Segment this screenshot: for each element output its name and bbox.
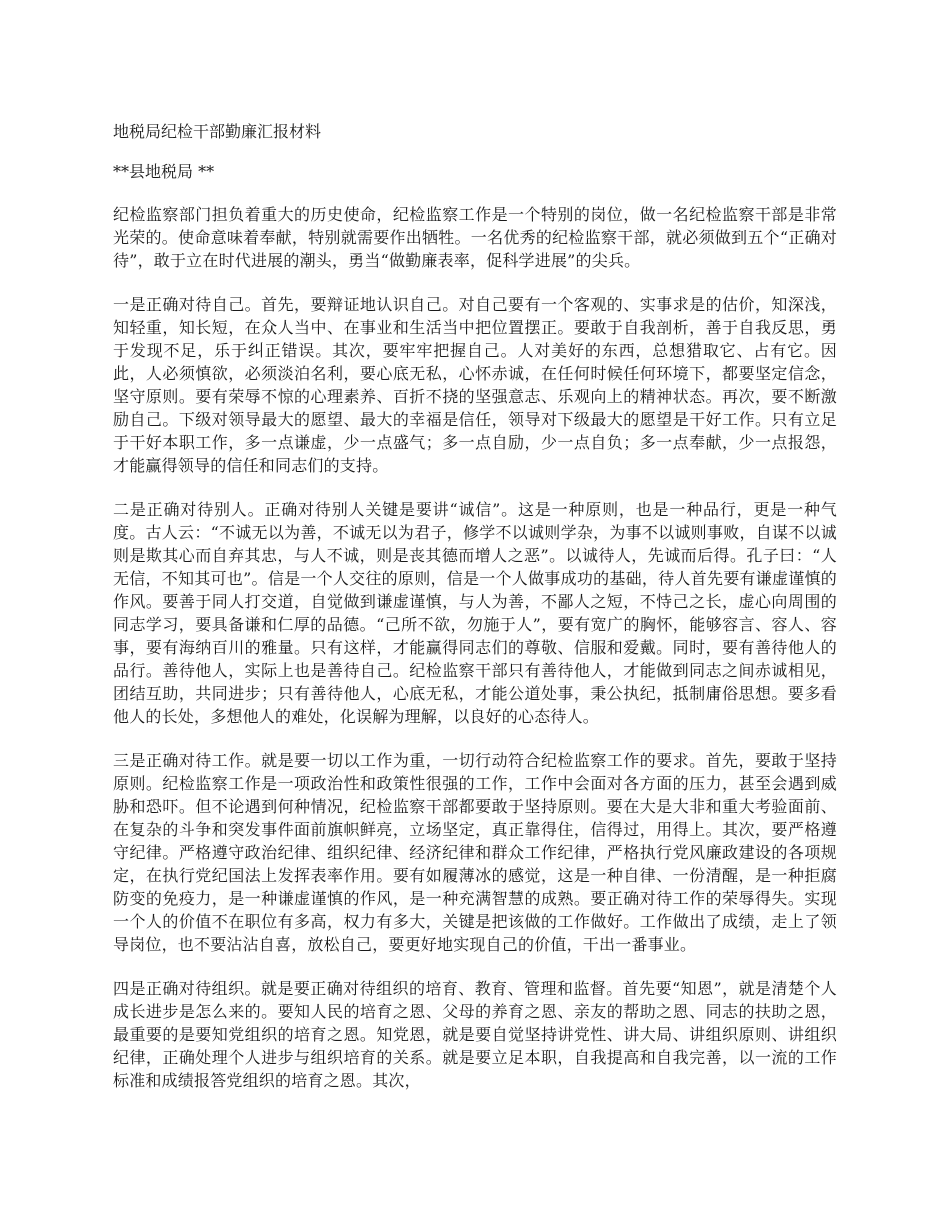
paragraph-organization: 四是正确对待组织。就是要正确对待组织的培育、教育、管理和监督。首先要“知恩”，就是清楚个人成长进步是怎么来的。要知人民的培育之恩、父母的养育之恩、亲友的帮助之恩、同志的扶助之恩，最重要的是要知党组织的培育之恩。知党恩，就是要自觉坚持讲党性、讲大局、讲组织原则、讲组织纪律，正确处理个人进步与组织培育的关系。就是要立足本职，自我提高和自我完善，以一流的工作标准和成绩报答党组织的培育之恩。其次， (113, 979, 837, 1090)
paragraph-work: 三是正确对待工作。就是要一切以工作为重，一切行动符合纪检监察工作的要求。首先，要敢于坚持原则。纪检监察工作是一项政治性和政策性很强的工作，工作中会面对各方面的压力，甚至会遇到威胁和恐吓。但不论遇到何种情况，纪检监察干部都要敢于坚持原则。要在大是大非和重大考验面前、在复杂的斗争和突发事件面前旗帜鲜亮，立场坚定，真正靠得住，信得过，用得上。其次，要严格遵守纪律。严格遵守政治纪律、组织纪律、经济纪律和群众工作纪律，严格执行党风廉政建设的各项规定，在执行党纪国法上发挥表率作用。要有如履薄冰的感觉，这是一种自律、一份清醒，是一种拒腐防变的免疫力，是一种谦虚谨慎的作风，是一种充满智慧的成熟。要正确对待工作的荣辱得失。实现一个人的价值不在职位有多高，权力有多大，关键是把该做的工作做好。工作做出了成绩，走上了领导岗位，也不要沾沾自喜，放松自己，要更好地实现自己的价值，干出一番事业。 (113, 751, 837, 954)
document-organization: **县地税局 ** (113, 162, 215, 181)
paragraph-others: 二是正确对待别人。正确对待别人关键是要讲“诚信”。这是一种原则，也是一种品行，更是一种气度。古人云：“不诚无以为善，不诚无以为君子，修学不以诚则学杂，为事不以诚则事败，自谋不以诚则是欺其心而自弃其忠，与人不诚，则是丧其德而增人之恶”。以诚待人，先诚而后得。孔子曰：“人无信，不知其可也”。信是一个人交往的原则，信是一个人做事成功的基础，待人首先要有谦虚谨慎的作风。要善于同人打交道，自觉做到谦虚谨慎，与人为善，不鄙人之短，不恃己之长，虚心向周围的同志学习，要具备谦和仁厚的品德。“己所不欲，勿施于人”，要有宽广的胸怀，能够容言、容人、容事，要有海纳百川的雅量。只有这样，才能赢得同志们的尊敬、信服和爱戴。同时，要有善待他人的品行。善待他人，实际上也是善待自己。纪检监察干部只有善待他人，才能做到同志之间赤诚相见，团结互助，共同进步；只有善待他人，心底无私，才能公道处事，秉公执纪，抵制庸俗思想。要多看他人的长处，多想他人的难处，化误解为理解，以良好的心态待人。 (113, 500, 837, 726)
document-title: 地税局纪检干部勤廉汇报材料 (113, 122, 322, 141)
paragraph-self: 一是正确对待自己。首先，要辩证地认识自己。对自己要有一个客观的、实事求是的估价，知深浅，知轻重，知长短，在众人当中、在事业和生活当中把位置摆正。要敢于自我剖析，善于自我反思，勇于发现不足，乐于纠正错误。其次，要牢牢把握自己。人对美好的东西，总想猎取它、占有它。因此，人必须慎欲，必须淡泊名利，要心底无私，心怀赤诚，在任何时候任何环境下，都要坚定信念，坚守原则。要有荣辱不惊的心理素养、百折不挠的坚强意志、乐观向上的精神状态。再次，要不断激励自己。下级对领导最大的愿望、最大的幸福是信任，领导对下级最大的愿望是干好工作。只有立足于干好本职工作，多一点谦虚，少一点盛气；多一点自励，少一点自负；多一点奉献，少一点报怨，才能赢得领导的信任和同志们的支持。 (113, 295, 837, 475)
document-body (113, 120, 837, 1113)
paragraph-intro: 纪检监察部门担负着重大的历史使命，纪检监察工作是一个特别的岗位，做一名纪检监察干部是非常光荣的。使命意味着奉献，特别就需要作出牺牲。一名优秀的纪检监察干部，就必须做到五个“正确对待”，敢于立在时代进展的潮头，勇当“做勤廉表率，促科学进展”的尖兵。 (113, 205, 837, 270)
